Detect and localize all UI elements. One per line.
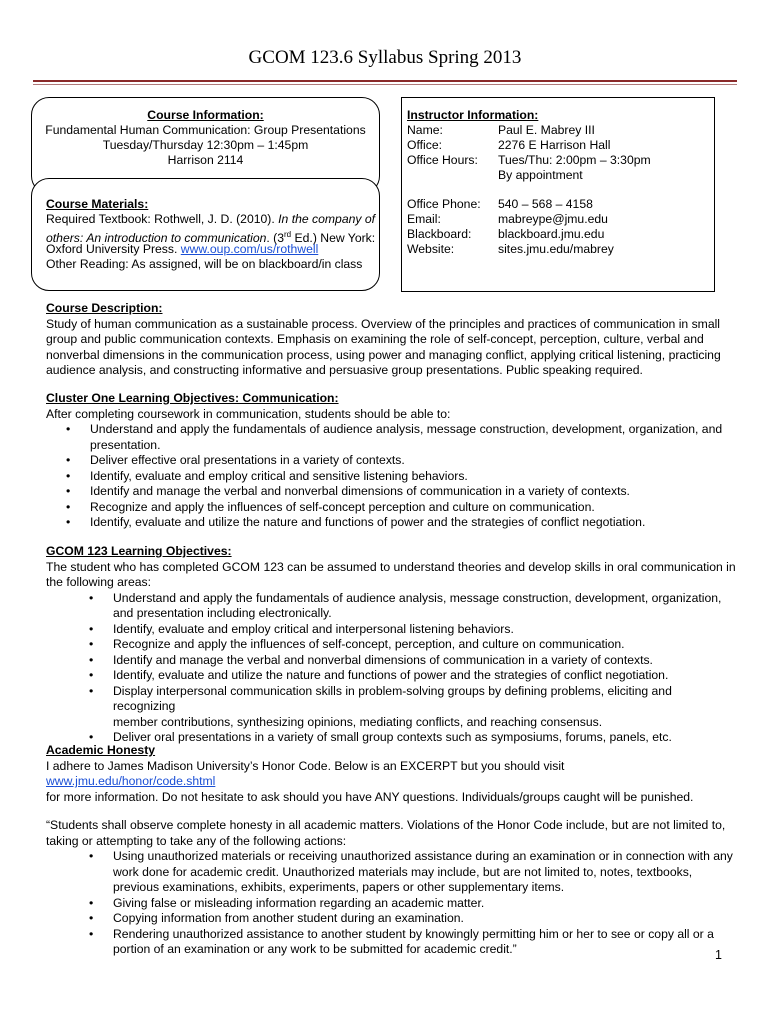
- page-title: GCOM 123.6 Syllabus Spring 2013: [248, 47, 522, 68]
- description-heading: Course Description:: [46, 301, 163, 315]
- instructor-heading: Instructor Information:: [407, 108, 539, 122]
- title-rule: [33, 80, 737, 82]
- list-item: • Identify, evaluate and employ critical and interpersonal listening behaviors.: [89, 621, 514, 636]
- list-item: • Recognize and apply the influences of self-concept, perception, and culture on communication.: [89, 637, 625, 651]
- course-room: Harrison 2114: [167, 153, 244, 167]
- list-item: • Identify, evaluate and utilize the nature and functions of power and the strategies of conflict negotiation.: [66, 515, 646, 529]
- cluster-heading: Cluster One Learning Objectives: Communication:: [46, 391, 339, 405]
- cluster-objectives: [46, 391, 736, 531]
- list-item: • Deliver effective oral presentations in a variety of contexts.: [66, 453, 405, 467]
- list-item: • Understand and apply the fundamentals of audience analysis, message construction, development, organization, and presentation.: [66, 422, 723, 452]
- instructor-details: Name: Paul E. Mabrey III Office: 2276 E Harrison Hall Office Hours: Tues/Thu: 2:00pm – 3:30pm By appointment: [407, 123, 651, 182]
- list-item: • Identify, evaluate and employ critical and sensitive listening behaviors.: [66, 468, 468, 483]
- materials-textbook-line2: others: An introduction to communication. (3rd Ed.) New York:: [46, 230, 376, 246]
- list-item: • Display interpersonal communication skills in problem-solving groups by defining problems, eliciting and recognizing member contributions, synthesizing opinions, mediating conflicts, and reaching consensus.: [89, 683, 672, 729]
- instructor-email[interactable]: mabreype@jmu.edu: [498, 212, 608, 226]
- list-item: • Giving false or misleading information regarding an academic matter.: [89, 895, 485, 910]
- materials-textbook-line1: Required Textbook: Rothwell, J. D. (2010). In the company of: [46, 212, 376, 226]
- list-item: • Recognize and apply the influences of self-concept perception and culture on communication.: [66, 499, 595, 514]
- textbook-link[interactable]: www.oup.com/us/rothwell: [180, 242, 319, 256]
- materials-publisher: Oxford University Press. www.oup.com/us/rothwell: [46, 242, 319, 256]
- course-description: Course Description: Study of human communication as a sustainable process. Overview of the principles and practices of communication in small group and public communication contexts. Emphasis on examining the role of self-concept, perception, culture, verbal and nonverbal dimensions in the communication process, using power and managing conflict, applying critical listening, practicing audience analysis, and constructing informative and persuasive group presentations. Public speaking required.: [46, 301, 736, 379]
- honesty-heading: Academic Honesty: [46, 743, 156, 757]
- instructor-website[interactable]: sites.jmu.edu/mabrey: [498, 242, 614, 256]
- academic-honesty: Academic Honesty I adhere to James Madison University’s Honor Code. Below is an EXCERPT but you should visit www.jmu.edu/honor/code.shtml for more information. Do not hesitate to ask should you have ANY questions. Individuals/groups caught will be punished. “Students shall observe complete honesty in all academic matters. Violations of the Honor Code include, but are not limited to, taking or attempting to take any of the following actions: • Using unauthorized materials or receiving unauthorized assistance during an examination or in connection with any work done for academic credit. Unauthorized materials may include, but are not limited to, notes, textbooks, previous examinations, exhibits, experiments, papers or other supplementary items. • Giving false or misleading information regarding an academic matter. • Copying information from another student during an examination. • Rendering unauthorized assistance to another student by knowingly permitting him or her to see or copy all or a portion of an examination or any work to be submitted for academic credit.”: [46, 743, 736, 958]
- course-time: Tuesday/Thursday 12:30pm – 1:45pm: [102, 138, 309, 152]
- list-item: • Identify, evaluate and utilize the nature and functions of power and the strategies of conflict negotiation.: [89, 668, 669, 682]
- list-item: • Understand and apply the fundamentals of audience analysis, message construction, development, organization, and presentation including electronically.: [89, 590, 722, 620]
- gcom-objectives: GCOM 123 Learning Objectives: The student who has completed GCOM 123 can be assumed to understand theories and develop skills in oral communication in the following areas: • Understand and apply the fundamentals of audience analysis, message construction, development, organization, and presentation including electronically. • Identify, evaluate and employ critical and interpersonal listening behaviors. • Recognize and apply the influences of self-concept, perception, and culture on communication. • Identify and manage the verbal and nonverbal dimensions of communication in a variety of contexts. • Identify, evaluate and utilize the nature and functions of power and the strategies of conflict negotiation. • Display interpersonal communication skills in problem-solving groups by defining problems, eliciting and recognizing member contributions, synthesizing opinions, mediating conflicts, and reaching consensus. • Deliver oral presentations in a variety of small group contexts such as symposiums, forums, panels, etc.: [46, 544, 736, 744]
- page-number: 1: [715, 948, 722, 962]
- gcom-heading: GCOM 123 Learning Objectives:: [46, 544, 232, 558]
- list-item: • Copying information from another student during an examination.: [89, 911, 464, 925]
- instructor-blackboard[interactable]: blackboard.jmu.edu: [498, 227, 605, 241]
- list-item: • Identify and manage the verbal and nonverbal dimensions of communication in a variety of contexts.: [66, 484, 630, 498]
- materials-other-reading: Other Reading: As assigned, will be on blackboard/in class: [46, 257, 363, 271]
- list-item: • Deliver oral presentations in a variety of small group contexts such as symposiums, forums, panels, etc.: [89, 730, 672, 744]
- title-rule-thin: [33, 84, 737, 85]
- course-title: Fundamental Human Communication: Group Presentations: [45, 123, 366, 137]
- instructor-contact: Office Phone: 540 – 568 – 4158 Email: mabreype@jmu.edu Blackboard: blackboard.jmu.edu Website: sites.jmu.edu/mabrey: [407, 197, 614, 256]
- list-item: • Rendering unauthorized assistance to another student by knowingly permitting him or her to see or copy all or a portion of an examination or any work to be submitted for academic credit.”: [89, 926, 714, 956]
- materials-heading: Course Materials:: [46, 197, 149, 211]
- list-item: • Identify and manage the verbal and nonverbal dimensions of communication in a variety of contexts.: [89, 652, 653, 667]
- course-info-heading: Course Information:: [147, 108, 264, 122]
- cluster-intro: After completing coursework in communication, students should be able to:: [46, 406, 451, 421]
- honor-code-link[interactable]: www.jmu.edu/honor/code.shtml: [46, 774, 216, 788]
- list-item: • Using unauthorized materials or receiving unauthorized assistance during an examination or in connection with any work done for academic credit. Unauthorized materials may include, but are not limited to, notes, textbooks, previous examinations, exhibits, experiments, papers or other supplementary items.: [89, 849, 733, 894]
